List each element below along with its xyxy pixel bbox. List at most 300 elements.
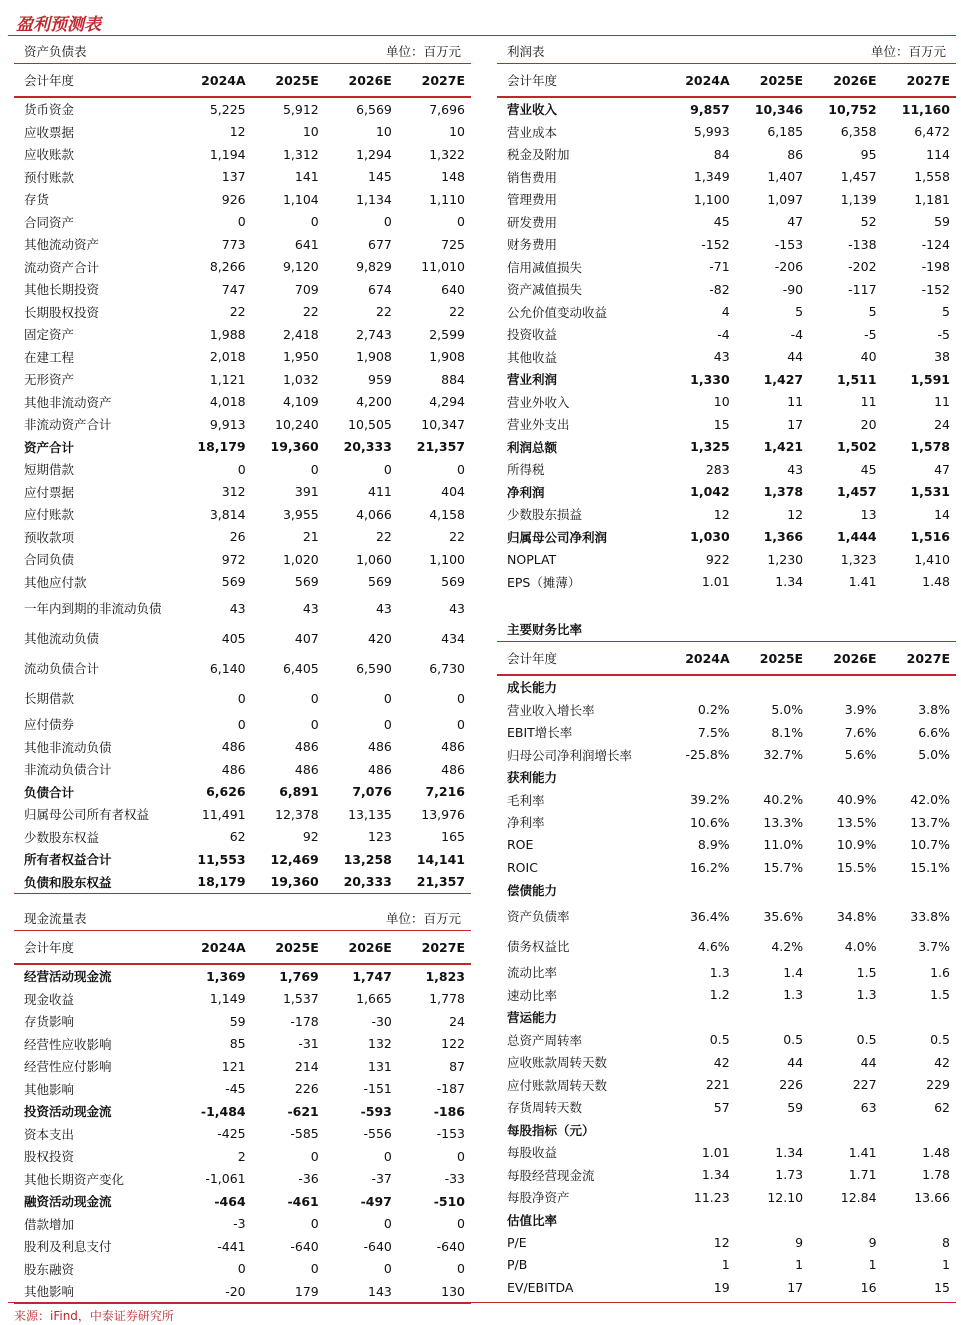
income-statement-header <box>497 37 956 64</box>
row-value: 0 <box>383 716 392 732</box>
row-value <box>809 879 882 902</box>
row-value: 0 <box>310 1261 319 1277</box>
row-label: 流动资产合计 <box>24 259 100 275</box>
table-row <box>14 233 471 256</box>
row-value: 4 <box>721 304 730 320</box>
row-value: 407 <box>294 630 319 646</box>
row-value: 15 <box>713 416 730 432</box>
row-value: 2,743 <box>356 326 392 342</box>
row-value: 11,491 <box>201 806 246 822</box>
row-label: 其他非流动负债 <box>24 739 112 755</box>
table-row <box>14 781 471 804</box>
row-value: 22 <box>229 304 246 320</box>
column-header-year: 2027E <box>398 931 471 964</box>
row-value: 1,312 <box>282 146 319 162</box>
row-label: 短期借款 <box>24 462 75 478</box>
row-label: 应付债券 <box>24 717 75 733</box>
row-value: 1.01 <box>701 574 730 590</box>
column-header-year: 2024A <box>662 642 735 675</box>
table-row <box>497 481 956 504</box>
row-label: 每股净资产 <box>507 1190 570 1206</box>
row-value: 1,410 <box>914 551 950 567</box>
row-value: 0.5 <box>856 1032 877 1048</box>
row-value: 9 <box>795 1234 804 1250</box>
row-value: 569 <box>221 574 246 590</box>
row-value: 44 <box>787 349 804 365</box>
row-value: 15.1% <box>910 859 950 875</box>
table-row <box>14 211 471 234</box>
cashflow-header <box>14 904 471 931</box>
row-value: 95 <box>860 146 877 162</box>
row-label: 归属母公司所有者权益 <box>24 807 150 823</box>
row-value: 1,366 <box>763 529 804 545</box>
row-value: 0 <box>310 716 319 732</box>
row-value: 47 <box>934 461 950 477</box>
row-value: 18,179 <box>179 871 252 894</box>
table-row <box>14 1055 471 1078</box>
row-value: -464 <box>214 1193 246 1209</box>
row-value: 43 <box>449 600 465 616</box>
row-value: 1,323 <box>840 551 877 567</box>
row-value: -640 <box>290 1238 319 1254</box>
row-value: 221 <box>705 1077 730 1093</box>
row-value: 0 <box>383 1261 392 1277</box>
row-label: 负债合计 <box>24 784 75 800</box>
row-value: 6,730 <box>429 660 465 676</box>
row-value: 11 <box>860 394 877 410</box>
row-value: 1,060 <box>356 551 392 567</box>
row-label: 少数股东损益 <box>507 507 583 523</box>
row-value: 43 <box>302 600 319 616</box>
table-row <box>14 97 471 121</box>
row-value: 0.5 <box>930 1032 950 1048</box>
row-value: 1,516 <box>910 529 950 545</box>
table-row <box>497 1074 956 1097</box>
row-value: 20,333 <box>343 439 392 455</box>
row-value: 24 <box>934 416 950 432</box>
row-value: 1.5 <box>930 987 950 1003</box>
row-label: 债务权益比 <box>507 939 570 954</box>
table-row <box>14 683 471 713</box>
column-header-row <box>14 64 471 97</box>
row-value: 6,358 <box>840 124 877 140</box>
row-label: 营业利润 <box>507 372 558 388</box>
row-value <box>809 1209 882 1232</box>
row-value: 8.9% <box>697 837 730 853</box>
row-value: 1,369 <box>206 968 246 984</box>
row-label: 经营活动现金流 <box>24 969 112 985</box>
table-row <box>14 1190 471 1213</box>
row-value: 4,158 <box>429 506 465 522</box>
row-value: -152 <box>701 236 730 252</box>
row-label: 股东融资 <box>24 1261 75 1277</box>
row-label: 利润总额 <box>507 439 558 455</box>
row-value: -593 <box>360 1103 392 1119</box>
table-row <box>14 848 471 871</box>
row-value: 9,913 <box>209 416 246 432</box>
title-divider <box>8 35 956 36</box>
income-statement-section <box>497 37 956 593</box>
row-label: 流动负债合计 <box>24 661 100 676</box>
row-value: 19,360 <box>270 439 319 455</box>
table-row <box>14 826 471 849</box>
row-value: 10.7% <box>910 837 950 853</box>
row-value: -510 <box>433 1193 465 1209</box>
row-value: 10 <box>375 124 392 140</box>
table-row <box>497 834 956 857</box>
table-row <box>14 713 471 736</box>
table-row <box>497 1029 956 1052</box>
row-value: 143 <box>325 1280 398 1303</box>
row-label: 应付账款 <box>24 507 75 523</box>
row-value: 1,457 <box>837 484 877 500</box>
row-value: 1,427 <box>763 371 804 387</box>
row-value: 43 <box>713 349 730 365</box>
row-value: 677 <box>368 236 392 252</box>
row-value: -25.8% <box>685 747 730 763</box>
table-row <box>14 526 471 549</box>
income-statement-title: 利润表 <box>507 44 545 59</box>
row-value: 1,042 <box>690 484 730 500</box>
cashflow-title: 现金流量表 <box>24 911 87 926</box>
row-value: 7.6% <box>844 724 877 740</box>
row-label: 应收票据 <box>24 124 75 140</box>
row-value: 3,814 <box>209 506 246 522</box>
row-value: -3 <box>233 1216 246 1232</box>
balance-sheet-section <box>14 37 471 894</box>
row-label: 其他流动负债 <box>24 631 100 646</box>
row-label: 现金收益 <box>24 991 75 1007</box>
row-value: 1.3 <box>783 987 804 1003</box>
column-header-year: 2024A <box>179 64 252 97</box>
row-value: 4,294 <box>429 394 465 410</box>
row-value: 312 <box>221 484 246 500</box>
row-value: 3.9% <box>844 702 877 718</box>
row-label: EV/EBITDA <box>507 1279 574 1295</box>
row-value: -497 <box>360 1193 392 1209</box>
row-label: 存货周转天数 <box>507 1100 583 1116</box>
row-value: 1.5 <box>856 964 877 980</box>
row-value: 569 <box>294 574 319 590</box>
table-row <box>14 503 471 526</box>
row-value: 1 <box>942 1257 950 1273</box>
row-value: 773 <box>221 236 246 252</box>
row-value: -31 <box>298 1036 319 1052</box>
table-row <box>497 503 956 526</box>
row-value <box>662 1119 735 1142</box>
row-label: P/B <box>507 1257 528 1273</box>
row-value: 7,076 <box>352 784 392 800</box>
row-value: 59 <box>934 214 950 230</box>
row-value: 85 <box>229 1036 246 1052</box>
row-value: 62 <box>934 1099 950 1115</box>
row-value: 2,599 <box>429 326 465 342</box>
table-row <box>14 803 471 826</box>
row-label: 其他流动资产 <box>24 237 100 253</box>
table-row <box>497 1186 956 1209</box>
row-value: 5 <box>868 304 877 320</box>
table-row <box>14 278 471 301</box>
row-value: 22 <box>375 529 392 545</box>
row-label: 一年内到期的非流动负债 <box>24 601 162 616</box>
row-value: 0 <box>237 1261 246 1277</box>
row-label: 在建工程 <box>24 349 75 365</box>
row-value: 21,357 <box>416 439 465 455</box>
balance-sheet-table <box>14 64 471 894</box>
row-label: 其他长期资产变化 <box>24 1171 125 1187</box>
row-value: 14,141 <box>416 851 465 867</box>
cashflow-unit: 单位：百万元 <box>385 911 461 926</box>
row-value: -33 <box>444 1171 465 1187</box>
row-label: 合同负债 <box>24 552 75 568</box>
cashflow-section <box>14 904 471 1304</box>
row-value: 10 <box>713 394 730 410</box>
row-value: 0 <box>383 1216 392 1232</box>
table-row <box>14 166 471 189</box>
table-row <box>14 368 471 391</box>
table-row <box>497 1096 956 1119</box>
row-value: 33.8% <box>910 908 950 924</box>
row-value: 0.5 <box>709 1032 730 1048</box>
row-value <box>662 766 735 789</box>
row-value: 229 <box>926 1077 950 1093</box>
source-note: 来源：iFind，中泰证券研究所 <box>14 1309 174 1323</box>
row-value: 16.2% <box>689 859 730 875</box>
row-value: 10 <box>302 124 319 140</box>
table-row <box>497 1164 956 1187</box>
row-label: 存货 <box>24 192 50 208</box>
row-value: 1.48 <box>922 574 950 590</box>
row-value: -36 <box>298 1171 319 1187</box>
row-value <box>736 675 809 699</box>
row-value: 114 <box>926 146 950 162</box>
row-value: 214 <box>294 1058 319 1074</box>
table-row <box>497 323 956 346</box>
row-value: -4 <box>790 326 804 342</box>
row-label: 经营性应付影响 <box>24 1059 112 1075</box>
row-value <box>662 675 735 699</box>
row-label: 非流动负债合计 <box>24 762 112 778</box>
row-value: 16 <box>860 1279 877 1295</box>
table-row <box>497 721 956 744</box>
row-value: 641 <box>294 236 319 252</box>
table-row <box>14 736 471 759</box>
row-value: 4,109 <box>282 394 319 410</box>
row-label: 速动比率 <box>507 987 558 1003</box>
row-label: 长期股权投资 <box>24 304 100 320</box>
row-value: 9 <box>868 1234 877 1250</box>
row-value: 5 <box>795 304 804 320</box>
row-value: 0.2% <box>697 702 730 718</box>
row-value: 19 <box>713 1279 730 1295</box>
table-row <box>14 653 471 683</box>
balance-sheet-unit: 单位：百万元 <box>385 44 461 59</box>
ratios-section <box>497 615 956 1299</box>
row-label: 税金及附加 <box>507 147 570 163</box>
row-value: 674 <box>368 281 392 297</box>
row-value: 165 <box>441 829 465 845</box>
row-value: 2,018 <box>209 349 246 365</box>
row-value: 0 <box>310 214 319 230</box>
row-label: 投资活动现金流 <box>24 1104 112 1120</box>
row-value <box>662 1006 735 1029</box>
row-value: 0 <box>457 1261 465 1277</box>
row-value: 1.48 <box>922 1144 950 1160</box>
row-value: 43 <box>229 600 246 616</box>
row-value: 1,988 <box>209 326 246 342</box>
row-value: 4,066 <box>356 506 392 522</box>
row-value: 13,258 <box>343 851 392 867</box>
row-value: -5 <box>864 326 877 342</box>
row-value: 0 <box>383 1148 392 1164</box>
column-header-year: 2026E <box>809 64 882 97</box>
table-row <box>497 789 956 812</box>
table-row <box>497 211 956 234</box>
row-label: 资产负债率 <box>507 909 570 924</box>
row-value: 11 <box>934 394 950 410</box>
row-value: 3.7% <box>918 938 950 954</box>
row-value: 87 <box>449 1058 465 1074</box>
category-row <box>497 675 956 699</box>
row-value <box>736 1209 809 1232</box>
table-row <box>14 871 471 894</box>
row-value: 12,469 <box>270 851 319 867</box>
table-row <box>14 391 471 414</box>
row-label: 其他收益 <box>507 349 558 365</box>
row-value: -90 <box>782 281 804 297</box>
row-value: 10.9% <box>836 837 877 853</box>
table-row <box>497 188 956 211</box>
row-value: 420 <box>368 630 392 646</box>
row-value: 486 <box>221 739 246 755</box>
table-row <box>497 121 956 144</box>
row-value: 0 <box>310 690 319 706</box>
row-value: 3,955 <box>282 506 319 522</box>
row-value <box>883 879 956 902</box>
row-value: 8 <box>942 1234 950 1250</box>
row-value: 5,225 <box>209 101 246 117</box>
row-value: 44 <box>787 1054 804 1070</box>
table-row <box>497 233 956 256</box>
row-value <box>809 1006 882 1029</box>
row-value: -37 <box>371 1171 392 1187</box>
row-value: 4.0% <box>844 938 877 954</box>
bottom-divider <box>8 1302 956 1303</box>
row-value: -153 <box>436 1126 465 1142</box>
table-row <box>497 571 956 594</box>
row-value: 5 <box>942 304 950 320</box>
row-value: 1,349 <box>693 169 730 185</box>
table-row <box>14 256 471 279</box>
row-value: 4.6% <box>697 938 730 954</box>
row-value: 123 <box>368 829 392 845</box>
row-value: 1,769 <box>279 968 319 984</box>
row-value: 6,185 <box>767 124 804 140</box>
row-label: 股利及利息支付 <box>24 1239 112 1255</box>
row-value: 6,569 <box>356 101 392 117</box>
row-value: 22 <box>302 304 319 320</box>
row-value <box>809 1119 882 1142</box>
ratios-table <box>497 642 956 1299</box>
row-value <box>809 766 882 789</box>
row-value <box>662 1209 735 1232</box>
row-value: -461 <box>287 1193 319 1209</box>
row-value: 19,360 <box>252 871 325 894</box>
row-value: -5 <box>937 326 950 342</box>
row-value: 1,097 <box>767 191 804 207</box>
table-row <box>497 526 956 549</box>
table-row <box>497 901 956 931</box>
row-value: 1,100 <box>429 551 465 567</box>
row-label: 融资活动现金流 <box>24 1194 112 1210</box>
row-value: 59 <box>229 1013 246 1029</box>
row-value: 1.34 <box>775 574 804 590</box>
table-row <box>14 1078 471 1101</box>
row-value: 21,357 <box>398 871 471 894</box>
row-value: 1,110 <box>429 191 465 207</box>
column-header-year: 2025E <box>252 64 325 97</box>
row-value: 0 <box>310 461 319 477</box>
row-value: 5.6% <box>844 747 877 763</box>
row-value: 20,333 <box>325 871 398 894</box>
row-value: 26 <box>229 529 246 545</box>
row-value: 0 <box>457 1148 465 1164</box>
row-value: 86 <box>787 146 804 162</box>
row-value: 1,104 <box>282 191 319 207</box>
row-value: 1.3 <box>856 987 877 1003</box>
row-label: 流动比率 <box>507 965 558 981</box>
row-value: 1,194 <box>209 146 246 162</box>
row-value: 5.0% <box>771 702 804 718</box>
row-value: 1.41 <box>848 574 877 590</box>
row-value <box>809 675 882 699</box>
category-row <box>497 1006 956 1029</box>
row-value: 486 <box>294 761 319 777</box>
row-label: 负债和股东权益 <box>14 871 179 894</box>
row-label: 货币资金 <box>24 102 75 118</box>
row-value: 22 <box>375 304 392 320</box>
row-value: -187 <box>436 1081 465 1097</box>
row-label: 研发费用 <box>507 214 558 230</box>
row-value: 131 <box>368 1058 392 1074</box>
row-value: 1,322 <box>429 146 465 162</box>
column-header-year: 2025E <box>252 931 325 964</box>
row-value: 1,511 <box>837 371 877 387</box>
row-label: 股权投资 <box>24 1149 75 1165</box>
row-label: 估值比率 <box>507 1212 558 1228</box>
row-value: 132 <box>368 1036 392 1052</box>
row-label: 预收款项 <box>24 529 75 545</box>
row-label: 合同资产 <box>24 214 75 230</box>
row-value: 1,823 <box>425 968 465 984</box>
row-value: -178 <box>290 1013 319 1029</box>
row-label: 营业外支出 <box>507 417 570 433</box>
row-value: 1.01 <box>701 1144 730 1160</box>
table-row <box>497 166 956 189</box>
row-value: 2 <box>237 1148 246 1164</box>
table-row <box>497 1276 956 1299</box>
row-value: 1,421 <box>763 439 804 455</box>
row-value <box>883 1119 956 1142</box>
row-label: NOPLAT <box>507 551 557 567</box>
row-value: 1,100 <box>693 191 730 207</box>
category-row <box>497 1209 956 1232</box>
row-value: 12 <box>229 124 246 140</box>
row-value: 0 <box>383 461 392 477</box>
table-row <box>14 1145 471 1168</box>
row-label: 获利能力 <box>507 770 558 786</box>
row-value: 10,347 <box>421 416 465 432</box>
